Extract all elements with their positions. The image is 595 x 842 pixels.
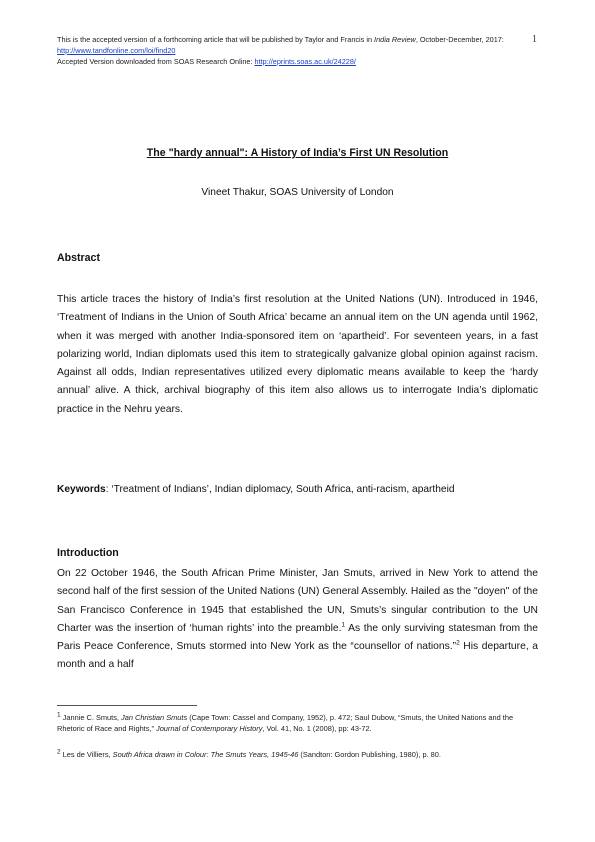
footnote-ref-1[interactable]: 1	[341, 621, 346, 629]
page-number: 1	[532, 34, 537, 45]
footnote-divider	[57, 705, 197, 706]
article-title: The "hardy annual": A History of India’s First UN Resolution	[146, 147, 449, 159]
abstract-text: This article traces the history of India’s first resolution at the United Nations (UN). Introduced in 1946, ‘Treatment of Indians in the Union of South Africa’ became an annual item on the UN agenda until 1962, when it was merged with another India-sponsored item on ‘apartheid’. For seventeen years, in a fast polarizing world, Indian diplomats used this item to strategically galvanize global opinion against racism. Against all odds, Indian representatives utilized every diplomatic means available to keep the ‘hardy annual’ alive. A thick, archival biography of this item also allows us to interrogate India’s diplomatic practice in the Nehru years.	[57, 294, 538, 415]
footnote-number: 1	[57, 711, 61, 719]
introduction-text	[57, 565, 538, 675]
footnote-italic: South Africa drawn in Colour: The Smuts Years, 1945-46	[112, 750, 299, 759]
footnote-text: (Cape Town: Cassel and Company, 1952), p. 472; Saul Dubow, “Smuts, the United Nations and the Rhetoric of Race and Rights,”	[57, 713, 514, 734]
footnote-italic: Jan Christian Smuts	[121, 713, 188, 722]
eprints-link[interactable]: http://eprints.soas.ac.uk/24228/	[254, 57, 356, 66]
intro-text-part: His departure, a month and a half	[57, 641, 538, 671]
abstract-heading: Abstract	[57, 252, 100, 264]
footnote-number: 2	[57, 748, 61, 756]
footnote-text: Les de Villiers,	[60, 750, 113, 759]
header-journal: India Review	[374, 35, 416, 44]
footnote-italic: Journal of Contemporary History	[156, 724, 263, 734]
footnote-2	[57, 749, 538, 760]
journal-link[interactable]: http://www.tandfonline.com/loi/find20	[57, 46, 176, 55]
footnote-text: Jannie C. Smuts,	[60, 713, 122, 722]
introduction-heading: Introduction	[57, 547, 119, 559]
footnote-text: , Vol. 41, No. 1 (2008), pp: 43-72.	[262, 724, 372, 734]
keywords-text: : ‘Treatment of Indians’, Indian diplomacy, South Africa, anti-racism, apartheid	[105, 484, 455, 495]
header-line-1	[57, 34, 527, 56]
footnote-ref-2[interactable]: 2	[456, 639, 460, 647]
header-text: This is the accepted version of a forthcoming article that will be published by Taylor and Francis in	[57, 35, 375, 44]
author-line: Vineet Thakur, SOAS University of London	[201, 187, 394, 198]
footnote-text: (Sandton: Gordon Publishing, 1980), p. 80.	[298, 750, 441, 759]
running-header	[57, 34, 527, 67]
intro-text-part: As the only surviving statesman from the Paris Peace Conference, Smuts stormed into New York as the “counsellor of nations.”	[57, 622, 539, 653]
header-text: Accepted Version downloaded from SOAS Research Online:	[57, 57, 255, 66]
header-text: , October-December, 2017:	[415, 35, 504, 44]
intro-text-part: On 22 October 1946, the South African Prime Minister, Jan Smuts, arrived in New York to attend the second half of the first session of the United Nations (UN) General Assembly. Hailed as the "doyen" of the San Francisco Conference in 1945 that established the UN, Smuts’s singular contribution to the UN Charter was the insertion of ‘human rights’ into the preamble.	[57, 568, 538, 634]
footnote-1	[57, 712, 538, 735]
keywords-label: Keywords	[57, 484, 106, 495]
keywords-line	[57, 484, 538, 495]
header-line-2	[57, 56, 527, 67]
